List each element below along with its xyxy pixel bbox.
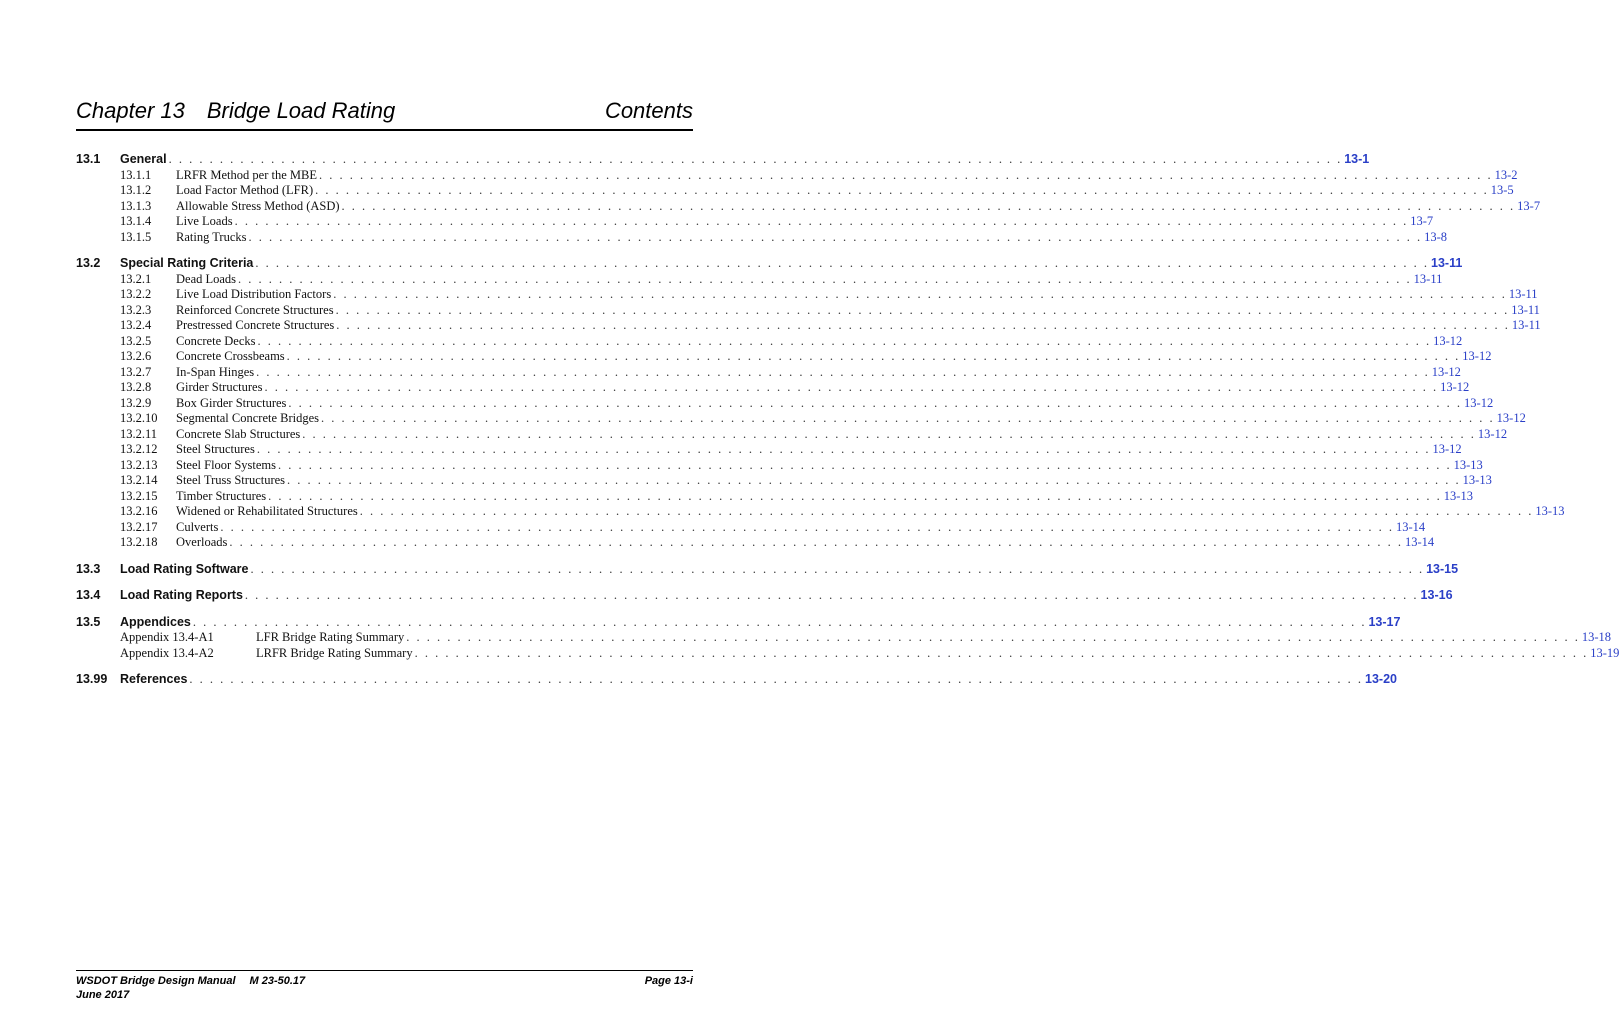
toc-page-link[interactable]: 13-8 — [1424, 229, 1448, 244]
toc-entry-number: 13.2.6 — [120, 349, 152, 363]
toc-page-link[interactable]: 13-11 — [1431, 256, 1463, 270]
toc-entry-number: 13.2.9 — [120, 395, 152, 410]
toc-page-link[interactable]: 13-1 — [1344, 152, 1370, 166]
dot-leader: . . . . . . . . . . . . . . . . . . . . . . . . . . . . . . . . . . . . . . . . . . . . . . . . . . . . . . . . . . . . . . . . . . . . . . . . . . . . . . . . . . . . . . . . . . . . . . . . . . . . . . . . . . . . . . . . . . . — [302, 426, 1476, 441]
toc-entry-number: 13.4 — [76, 588, 101, 602]
toc-subsection-entry[interactable] — [76, 519, 1426, 536]
toc-page-link[interactable]: 13-5 — [1490, 183, 1514, 197]
toc-entry-number: 13.2.18 — [120, 535, 158, 549]
toc-appendix-entry[interactable] — [76, 645, 1619, 662]
toc-subsection-entry[interactable] — [76, 426, 1508, 443]
dot-leader: . . . . . . . . . . . . . . . . . . . . . . . . . . . . . . . . . . . . . . . . . . . . . . . . . . . . . . . . . . . . . . . . . . . . . . . . . . . . . . . . . . . . . . . . . . . . . . . . . . . . . . . . . . . . . . . . . . . — [335, 302, 1510, 317]
toc-entry-number: 13.2.7 — [120, 364, 152, 379]
dot-leader: . . . . . . . . . . . . . . . . . . . . . . . . . . . . . . . . . . . . . . . . . . . . . . . . . . . . . . . . . . . . . . . . . . . . . . . . . . . . . . . . . . . . . . . . . . . . . . . . . . . . . . . . . . . . . . . . . . . — [341, 198, 1516, 213]
toc-section — [76, 256, 1565, 551]
toc-page-link[interactable]: 13-11 — [1511, 302, 1540, 317]
page-footer — [76, 970, 693, 1001]
dot-leader: . . . . . . . . . . . . . . . . . . . . . . . . . . . . . . . . . . . . . . . . . . . . . . . . . . . . . . . . . . . . . . . . . . . . . . . . . . . . . . . . . . . . . . . . . . . . . . . . . . . . . . . . . . . . . . . . . . . — [234, 214, 1409, 228]
dot-leader: . . . . . . . . . . . . . . . . . . . . . . . . . . . . . . . . . . . . . . . . . . . . . . . . . . . . . . . . . . . . . . . . . . . . . . . . . . . . . . . . . . . . . . . . . . . . . . . . . . . . . . . . . . . . . . . . . . . — [192, 614, 1367, 629]
table-of-contents — [76, 152, 1619, 699]
toc-subsection-entry[interactable] — [76, 457, 1483, 474]
toc-appendix-entry[interactable] — [76, 630, 1612, 646]
dot-leader: . . . . . . . . . . . . . . . . . . . . . . . . . . . . . . . . . . . . . . . . . . . . . . . . . . . . . . . . . . . . . . . . . . . . . . . . . . . . . . . . . . . . . . . . . . . . . . . . . . . . . . . . . . . . . . . . . . . — [238, 271, 1412, 286]
toc-page-link[interactable]: 13-14 — [1395, 519, 1426, 534]
toc-subsection-entry[interactable] — [76, 395, 1494, 412]
toc-section-entry[interactable] — [76, 672, 1398, 688]
toc-subsection-entry[interactable] — [76, 271, 1443, 288]
dot-leader: . . . . . . . . . . . . . . . . . . . . . . . . . . . . . . . . . . . . . . . . . . . . . . . . . . . . . . . . . . . . . . . . . . . . . . . . . . . . . . . . . . . . . . . . . . . . . . . . . . . . . . . . . . . . . . . . . . . — [286, 349, 1461, 363]
toc-subsection-entry[interactable] — [76, 411, 1526, 427]
dot-leader: . . . . . . . . . . . . . . . . . . . . . . . . . . . . . . . . . . . . . . . . . . . . . . . . . . . . . . . . . . . . . . . . . . . . . . . . . . . . . . . . . . . . . . . . . . . . . . . . . . . . . . . . . . . . . . . . . . . — [220, 519, 1394, 534]
dot-leader: . . . . . . . . . . . . . . . . . . . . . . . . . . . . . . . . . . . . . . . . . . . . . . . . . . . . . . . . . . . . . . . . . . . . . . . . . . . . . . . . . . . . . . . . . . . . . . . . . . . . . . . . . . . . . . . . . . . — [321, 411, 1495, 425]
dot-leader: . . . . . . . . . . . . . . . . . . . . . . . . . . . . . . . . . . . . . . . . . . . . . . . . . . . . . . . . . . . . . . . . . . . . . . . . . . . . . . . . . . . . . . . . . . . . . . . . . . . . . . . . . . . . . . . . . . . — [336, 318, 1510, 332]
toc-page-link[interactable]: 13-19 — [1590, 645, 1619, 660]
dot-leader: . . . . . . . . . . . . . . . . . . . . . . . . . . . . . . . . . . . . . . . . . . . . . . . . . . . . . . . . . . . . . . . . . . . . . . . . . . . . . . . . . . . . . . . . . . . . . . . . . . . . . . . . . . . . . . . . . . . — [256, 364, 1430, 379]
toc-entry-number: 13.1.3 — [120, 198, 152, 213]
contents-label: Contents — [604, 98, 693, 123]
toc-entry-number: 13.99 — [76, 672, 108, 686]
toc-entry-number: 13.2.3 — [120, 302, 152, 317]
toc-entry-title[interactable]: Reinforced Concrete Structures — [176, 302, 334, 317]
toc-entry-number: 13.2.1 — [120, 271, 152, 286]
toc-entry-number: Appendix 13.4-A1 — [120, 630, 214, 644]
toc-entry-title[interactable]: Steel Structures — [176, 442, 255, 456]
dot-leader: . . . . . . . . . . . . . . . . . . . . . . . . . . . . . . . . . . . . . . . . . . . . . . . . . . . . . . . . . . . . . . . . . . . . . . . . . . . . . . . . . . . . . . . . . . . . . . . . . . . . . . . . . . . . . . . . . . . — [359, 504, 1534, 518]
toc-entry-title[interactable]: Overloads — [176, 535, 228, 549]
toc-page-link[interactable]: 13-14 — [1405, 535, 1435, 549]
toc-entry-title[interactable]: LRFR Method per the MBE — [176, 167, 317, 182]
dot-leader: . . . . . . . . . . . . . . . . . . . . . . . . . . . . . . . . . . . . . . . . . . . . . . . . . . . . . . . . . . . . . . . . . . . . . . . . . . . . . . . . . . . . . . . . . . . . . . . . . . . . . . . . . . . . . . . . . . . — [257, 333, 1432, 348]
toc-subsection-entry[interactable] — [76, 535, 1435, 551]
manual-code: M 23-50.17 — [249, 975, 306, 987]
toc-entry-number: 13.2.4 — [120, 318, 152, 332]
chapter-header — [76, 96, 693, 131]
toc-entry-title[interactable]: Prestressed Concrete Structures — [176, 318, 335, 332]
toc-entry-title[interactable]: Rating Trucks — [176, 229, 247, 244]
toc-entry-title[interactable]: Culverts — [176, 519, 219, 534]
dot-leader: . . . . . . . . . . . . . . . . . . . . . . . . . . . . . . . . . . . . . . . . . . . . . . . . . . . . . . . . . . . . . . . . . . . . . . . . . . . . . . . . . . . . . . . . . . . . . . . . . . . . . . . . . . . . . . . . . . . — [315, 183, 1489, 197]
toc-section-entry[interactable] — [76, 588, 1453, 604]
toc-subsection-entry[interactable] — [76, 183, 1514, 199]
dot-leader: . . . . . . . . . . . . . . . . . . . . . . . . . . . . . . . . . . . . . . . . . . . . . . . . . . . . . . . . . . . . . . . . . . . . . . . . . . . . . . . . . . . . . . . . . . . . . . . . . . . . . . . . . . . . . . . . . . . — [229, 535, 1403, 549]
dot-leader: . . . . . . . . . . . . . . . . . . . . . . . . . . . . . . . . . . . . . . . . . . . . . . . . . . . . . . . . . . . . . . . . . . . . . . . . . . . . . . . . . . . . . . . . . . . . . . . . . . . . . . . . . . . . . . . . . . . — [406, 630, 1580, 644]
toc-subsection-entry[interactable] — [76, 380, 1470, 396]
toc-entry-number: 13.2.17 — [120, 519, 158, 534]
toc-entry-title[interactable]: Live Loads — [176, 214, 233, 228]
toc-entry-number: 13.2.15 — [120, 488, 158, 503]
toc-page-link[interactable]: 13-12 — [1477, 426, 1508, 441]
toc-page-link[interactable]: 13-20 — [1365, 672, 1398, 686]
toc-entry-title[interactable]: Steel Truss Structures — [176, 473, 286, 487]
toc-entry-number: 13.2.5 — [120, 333, 152, 348]
dot-leader: . . . . . . . . . . . . . . . . . . . . . . . . . . . . . . . . . . . . . . . . . . . . . . . . . . . . . . . . . . . . . . . . . . . . . . . . . . . . . . . . . . . . . . . . . . . . . . . . . . . . . . . . . . . . . . . . . . . — [168, 152, 1343, 166]
toc-entry-number: 13.2.2 — [120, 287, 152, 301]
toc-entry-title[interactable]: Concrete Slab Structures — [176, 426, 301, 441]
dot-leader: . . . . . . . . . . . . . . . . . . . . . . . . . . . . . . . . . . . . . . . . . . . . . . . . . . . . . . . . . . . . . . . . . . . . . . . . . . . . . . . . . . . . . . . . . . . . . . . . . . . . . . . . . . . . . . . . . . . — [318, 167, 1493, 182]
chapter-title: Bridge Load Rating — [206, 98, 396, 123]
toc-subsection-entry[interactable] — [76, 198, 1541, 215]
toc-page-link[interactable]: 13-12 — [1440, 380, 1470, 394]
toc-entry-title[interactable]: Dead Loads — [176, 271, 237, 286]
toc-entry-title[interactable]: Special Rating Criteria — [120, 256, 254, 270]
toc-page-link[interactable]: 13-11 — [1413, 271, 1443, 286]
toc-entry-number: 13.1.5 — [120, 229, 152, 244]
toc-section — [76, 588, 1453, 604]
dot-leader: . . . . . . . . . . . . . . . . . . . . . . . . . . . . . . . . . . . . . . . . . . . . . . . . . . . . . . . . . . . . . . . . . . . . . . . . . . . . . . . . . . . . . . . . . . . . . . . . . . . . . . . . . . . . . . . . . . . — [250, 561, 1425, 576]
toc-section-entry[interactable] — [76, 256, 1463, 272]
toc-page-link[interactable]: 13-12 — [1462, 349, 1492, 363]
dot-leader: . . . . . . . . . . . . . . . . . . . . . . . . . . . . . . . . . . . . . . . . . . . . . . . . . . . . . . . . . . . . . . . . . . . . . . . . . . . . . . . . . . . . . . . . . . . . . . . . . . . . . . . . . . . . . . . . . . . — [189, 672, 1364, 686]
toc-subsection-entry[interactable] — [76, 488, 1473, 505]
toc-entry-title[interactable]: Allowable Stress Method (ASD) — [176, 198, 340, 213]
dot-leader: . . . . . . . . . . . . . . . . . . . . . . . . . . . . . . . . . . . . . . . . . . . . . . . . . . . . . . . . . . . . . . . . . . . . . . . . . . . . . . . . . . . . . . . . . . . . . . . . . . . . . . . . . . . . . . . . . . . — [268, 488, 1442, 503]
toc-subsection-entry[interactable] — [76, 318, 1541, 334]
dot-leader: . . . . . . . . . . . . . . . . . . . . . . . . . . . . . . . . . . . . . . . . . . . . . . . . . . . . . . . . . . . . . . . . . . . . . . . . . . . . . . . . . . . . . . . . . . . . . . . . . . . . . . . . . . . . . . . . . . . — [333, 287, 1507, 301]
toc-entry-title[interactable]: Steel Floor Systems — [176, 457, 277, 472]
toc-entry-number: 13.1.2 — [120, 183, 152, 197]
toc-entry-title[interactable]: Widened or Rehabilitated Structures — [176, 504, 358, 518]
toc-entry-title[interactable]: Box Girder Structures — [176, 395, 287, 410]
toc-page-link[interactable]: 13-11 — [1508, 287, 1538, 301]
toc-entry-number: 13.3 — [76, 561, 101, 576]
dot-leader: . . . . . . . . . . . . . . . . . . . . . . . . . . . . . . . . . . . . . . . . . . . . . . . . . . . . . . . . . . . . . . . . . . . . . . . . . . . . . . . . . . . . . . . . . . . . . . . . . . . . . . . . . . . . . . . . . . . — [256, 442, 1431, 456]
toc-subsection-entry[interactable] — [76, 229, 1448, 246]
toc-subsection-entry[interactable] — [76, 364, 1461, 381]
toc-page-link[interactable]: 13-18 — [1581, 630, 1612, 644]
toc-section — [76, 672, 1398, 688]
toc-entry-title[interactable]: Timber Structures — [176, 488, 267, 503]
toc-entry-title[interactable]: General — [120, 152, 167, 166]
toc-page-link[interactable]: 13-12 — [1432, 442, 1462, 456]
toc-entry-title[interactable]: Live Load Distribution Factors — [176, 287, 332, 301]
toc-page-link[interactable]: 13-15 — [1426, 561, 1459, 576]
toc-page-link[interactable]: 13-12 — [1496, 411, 1526, 425]
toc-entry-number: 13.2.16 — [120, 504, 158, 518]
toc-entry-number: 13.2.8 — [120, 380, 152, 394]
dot-leader: . . . . . . . . . . . . . . . . . . . . . . . . . . . . . . . . . . . . . . . . . . . . . . . . . . . . . . . . . . . . . . . . . . . . . . . . . . . . . . . . . . . . . . . . . . . . . . . . . . . . . . . . . . . . . . . . . . . — [255, 256, 1429, 270]
toc-page-link[interactable]: 13-16 — [1420, 588, 1453, 602]
toc-page-link[interactable]: 13-7 — [1517, 198, 1541, 213]
toc-subsection-entry[interactable] — [76, 473, 1492, 489]
toc-entry-title[interactable]: Concrete Decks — [176, 333, 256, 348]
toc-entry-number: 13.1.4 — [120, 214, 152, 228]
toc-subsection-entry[interactable] — [76, 302, 1540, 319]
toc-page-link[interactable]: 13-12 — [1431, 364, 1461, 379]
publication-date: June 2017 — [76, 989, 130, 1001]
toc-entry-title[interactable]: Segmental Concrete Bridges — [176, 411, 320, 425]
toc-subsection-entry[interactable] — [76, 349, 1492, 365]
toc-page-link[interactable]: 13-2 — [1494, 167, 1518, 182]
toc-subsection-entry[interactable] — [76, 167, 1518, 184]
toc-section — [76, 614, 1619, 662]
dot-leader: . . . . . . . . . . . . . . . . . . . . . . . . . . . . . . . . . . . . . . . . . . . . . . . . . . . . . . . . . . . . . . . . . . . . . . . . . . . . . . . . . . . . . . . . . . . . . . . . . . . . . . . . . . . . . . . . . . . — [244, 588, 1419, 602]
toc-subsection-entry[interactable] — [76, 442, 1462, 458]
toc-entry-title[interactable]: In-Span Hinges — [176, 364, 255, 379]
toc-page-link[interactable]: 13-13 — [1535, 504, 1565, 518]
toc-page-link[interactable]: 13-12 — [1464, 395, 1494, 410]
toc-entry-title[interactable]: LRFR Bridge Rating Summary — [256, 645, 413, 660]
toc-page-link[interactable]: 13-7 — [1410, 214, 1434, 228]
toc-entry-number: 13.2.13 — [120, 457, 158, 472]
chapter-heading — [76, 98, 395, 124]
dot-leader: . . . . . . . . . . . . . . . . . . . . . . . . . . . . . . . . . . . . . . . . . . . . . . . . . . . . . . . . . . . . . . . . . . . . . . . . . . . . . . . . . . . . . . . . . . . . . . . . . . . . . . . . . . . . . . . . . . . — [287, 473, 1461, 487]
toc-entry-title[interactable]: Load Factor Method (LFR) — [176, 183, 314, 197]
toc-entry-number: 13.1 — [76, 152, 101, 166]
toc-section — [76, 152, 1541, 245]
dot-leader: . . . . . . . . . . . . . . . . . . . . . . . . . . . . . . . . . . . . . . . . . . . . . . . . . . . . . . . . . . . . . . . . . . . . . . . . . . . . . . . . . . . . . . . . . . . . . . . . . . . . . . . . . . . . . . . . . . . — [288, 395, 1463, 410]
toc-page-link[interactable]: 13-13 — [1443, 488, 1473, 503]
toc-subsection-entry[interactable] — [76, 333, 1463, 350]
toc-section-entry[interactable] — [76, 614, 1401, 631]
toc-subsection-entry[interactable] — [76, 287, 1538, 303]
toc-entry-number: 13.2.10 — [120, 411, 158, 425]
toc-entry-number: Appendix 13.4-A2 — [120, 645, 214, 660]
toc-subsection-entry[interactable] — [76, 504, 1565, 520]
dot-leader: . . . . . . . . . . . . . . . . . . . . . . . . . . . . . . . . . . . . . . . . . . . . . . . . . . . . . . . . . . . . . . . . . . . . . . . . . . . . . . . . . . . . . . . . . . . . . . . . . . . . . . . . . . . . . . . . . . . — [278, 457, 1452, 472]
chapter-number: Chapter 13 — [76, 98, 185, 123]
toc-section-entry[interactable] — [76, 152, 1370, 168]
toc-entry-number: 13.1.1 — [120, 167, 152, 182]
toc-entry-number: 13.2.12 — [120, 442, 158, 456]
manual-name: WSDOT Bridge Design Manual — [76, 975, 236, 987]
toc-entry-title[interactable]: Appendices — [120, 614, 191, 629]
toc-entry-number: 13.5 — [76, 614, 101, 629]
dot-leader: . . . . . . . . . . . . . . . . . . . . . . . . . . . . . . . . . . . . . . . . . . . . . . . . . . . . . . . . . . . . . . . . . . . . . . . . . . . . . . . . . . . . . . . . . . . . . . . . . . . . . . . . . . . . . . . . . . . — [414, 645, 1589, 660]
toc-entry-number: 13.2 — [76, 256, 101, 270]
page-number: Page 13-i — [644, 975, 693, 987]
toc-page-link[interactable]: 13-11 — [1511, 318, 1541, 332]
toc-page-link[interactable]: 13-12 — [1433, 333, 1463, 348]
toc-entry-number: 13.2.14 — [120, 473, 158, 487]
toc-page-link[interactable]: 13-17 — [1368, 614, 1401, 629]
toc-section — [76, 561, 1459, 578]
toc-entry-number: 13.2.11 — [120, 426, 158, 441]
toc-entry-title[interactable]: Load Rating Reports — [120, 588, 243, 602]
toc-entry-title[interactable]: Concrete Crossbeams — [176, 349, 285, 363]
toc-page-link[interactable]: 13-13 — [1462, 473, 1492, 487]
toc-entry-title[interactable]: Girder Structures — [176, 380, 263, 394]
toc-page-link[interactable]: 13-13 — [1453, 457, 1483, 472]
dot-leader: . . . . . . . . . . . . . . . . . . . . . . . . . . . . . . . . . . . . . . . . . . . . . . . . . . . . . . . . . . . . . . . . . . . . . . . . . . . . . . . . . . . . . . . . . . . . . . . . . . . . . . . . . . . . . . . . . . . — [264, 380, 1439, 394]
toc-entry-title[interactable]: LFR Bridge Rating Summary — [256, 630, 405, 644]
toc-section-entry[interactable] — [76, 561, 1459, 578]
toc-entry-title[interactable]: References — [120, 672, 188, 686]
toc-entry-title[interactable]: Load Rating Software — [120, 561, 249, 576]
toc-subsection-entry[interactable] — [76, 214, 1434, 230]
dot-leader: . . . . . . . . . . . . . . . . . . . . . . . . . . . . . . . . . . . . . . . . . . . . . . . . . . . . . . . . . . . . . . . . . . . . . . . . . . . . . . . . . . . . . . . . . . . . . . . . . . . . . . . . . . . . . . . . . . . — [248, 229, 1423, 244]
